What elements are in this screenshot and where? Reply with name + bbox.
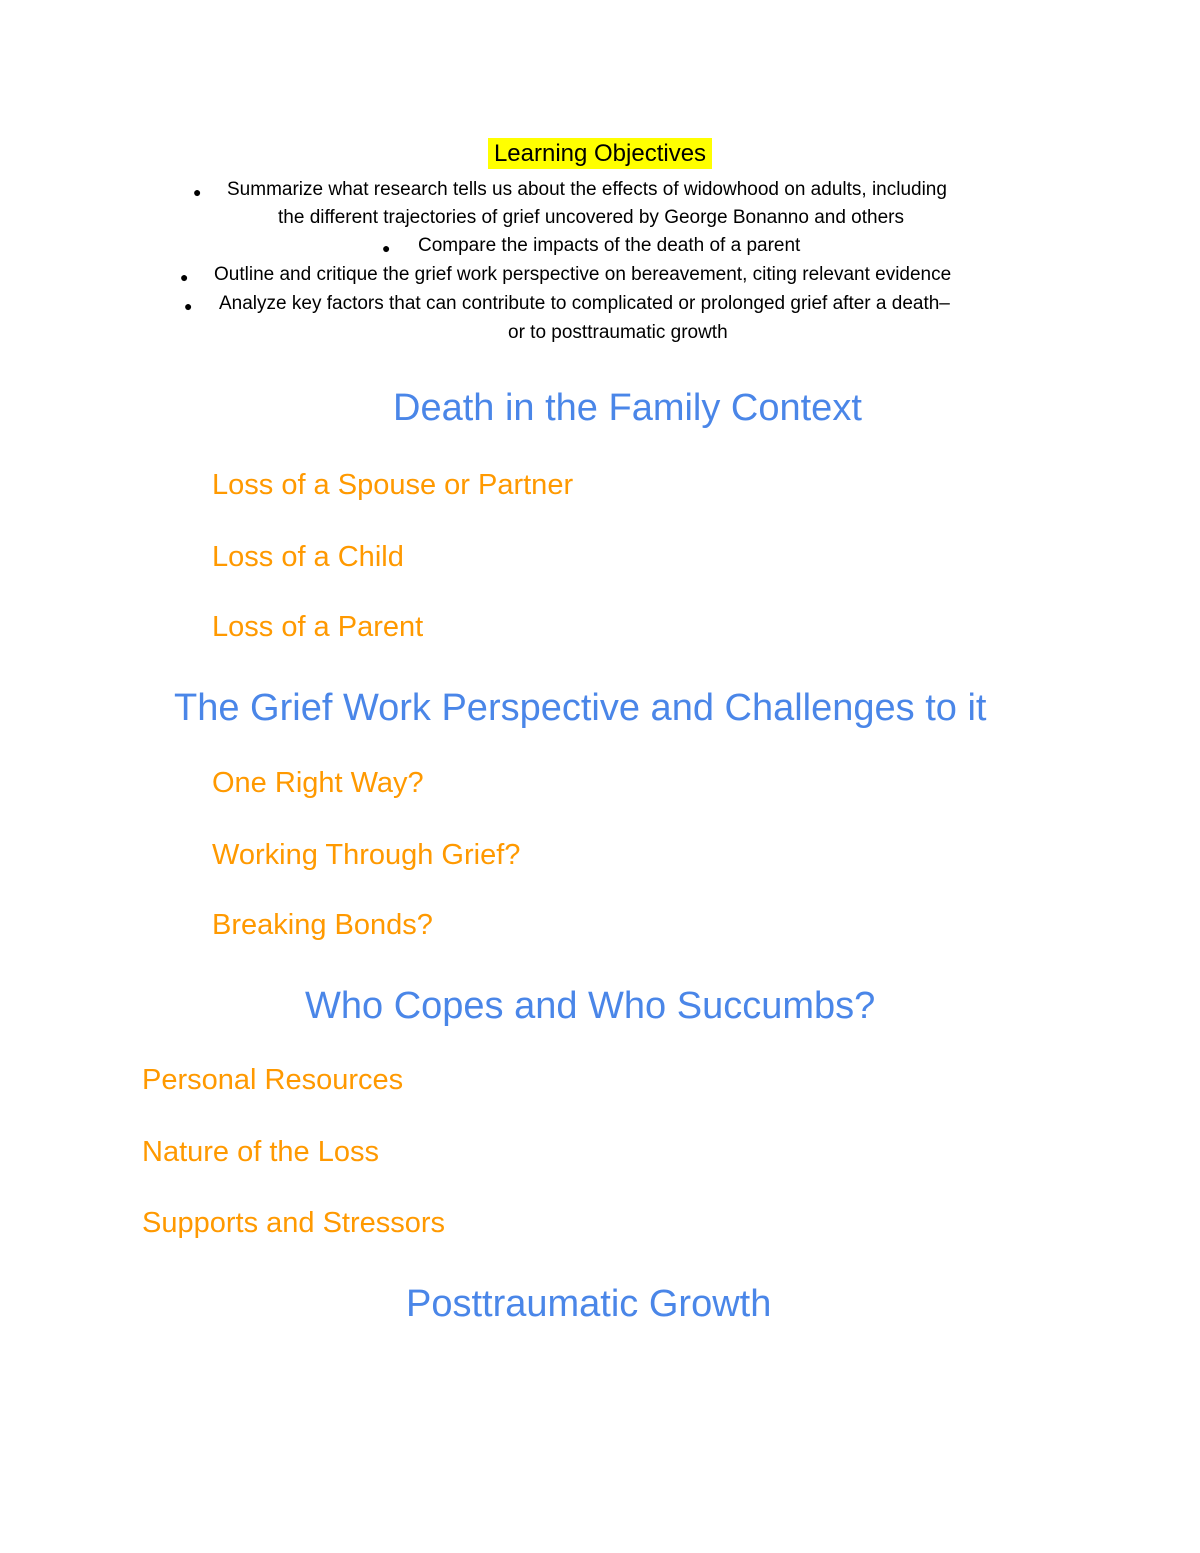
objective-1-line-2: the different trajectories of grief uncovered by George Bonanno and others (278, 207, 904, 228)
bullet-icon: ● (382, 240, 391, 256)
subheading-loss-of-child: Loss of a Child (212, 541, 404, 573)
section-heading-death-in-family: Death in the Family Context (393, 387, 862, 429)
learning-objectives-title-wrap (0, 140, 1200, 168)
subheading-supports-and-stressors: Supports and Stressors (142, 1207, 446, 1239)
objective-4-line-1: Analyze key factors that can contribute to complicated or prolonged grief after a death– (219, 293, 950, 314)
objective-2-line-1: Compare the impacts of the death of a parent (418, 235, 801, 256)
section-heading-who-copes: Who Copes and Who Succumbs? (305, 985, 876, 1027)
section-heading-posttraumatic-growth: Posttraumatic Growth (406, 1283, 772, 1325)
learning-objectives-title: Learning Objectives (488, 138, 712, 169)
bullet-icon: ● (184, 298, 193, 314)
subheading-working-through-grief: Working Through Grief? (212, 839, 521, 871)
subheading-one-right-way: One Right Way? (212, 767, 424, 799)
section-heading-grief-work: The Grief Work Perspective and Challenges to it (174, 687, 987, 729)
subheading-personal-resources: Personal Resources (142, 1064, 404, 1096)
subheading-loss-of-parent: Loss of a Parent (212, 611, 424, 643)
subheading-loss-of-spouse: Loss of a Spouse or Partner (212, 469, 574, 501)
bullet-icon: ● (193, 184, 202, 200)
objective-1-line-1: Summarize what research tells us about the effects of widowhood on adults, including (227, 179, 947, 200)
bullet-icon: ● (180, 269, 189, 285)
subheading-breaking-bonds: Breaking Bonds? (212, 909, 433, 941)
subheading-nature-of-loss: Nature of the Loss (142, 1136, 379, 1168)
objective-3-line-1: Outline and critique the grief work perspective on bereavement, citing relevant evidence (214, 264, 952, 285)
objective-4-line-2: or to posttraumatic growth (508, 322, 728, 343)
